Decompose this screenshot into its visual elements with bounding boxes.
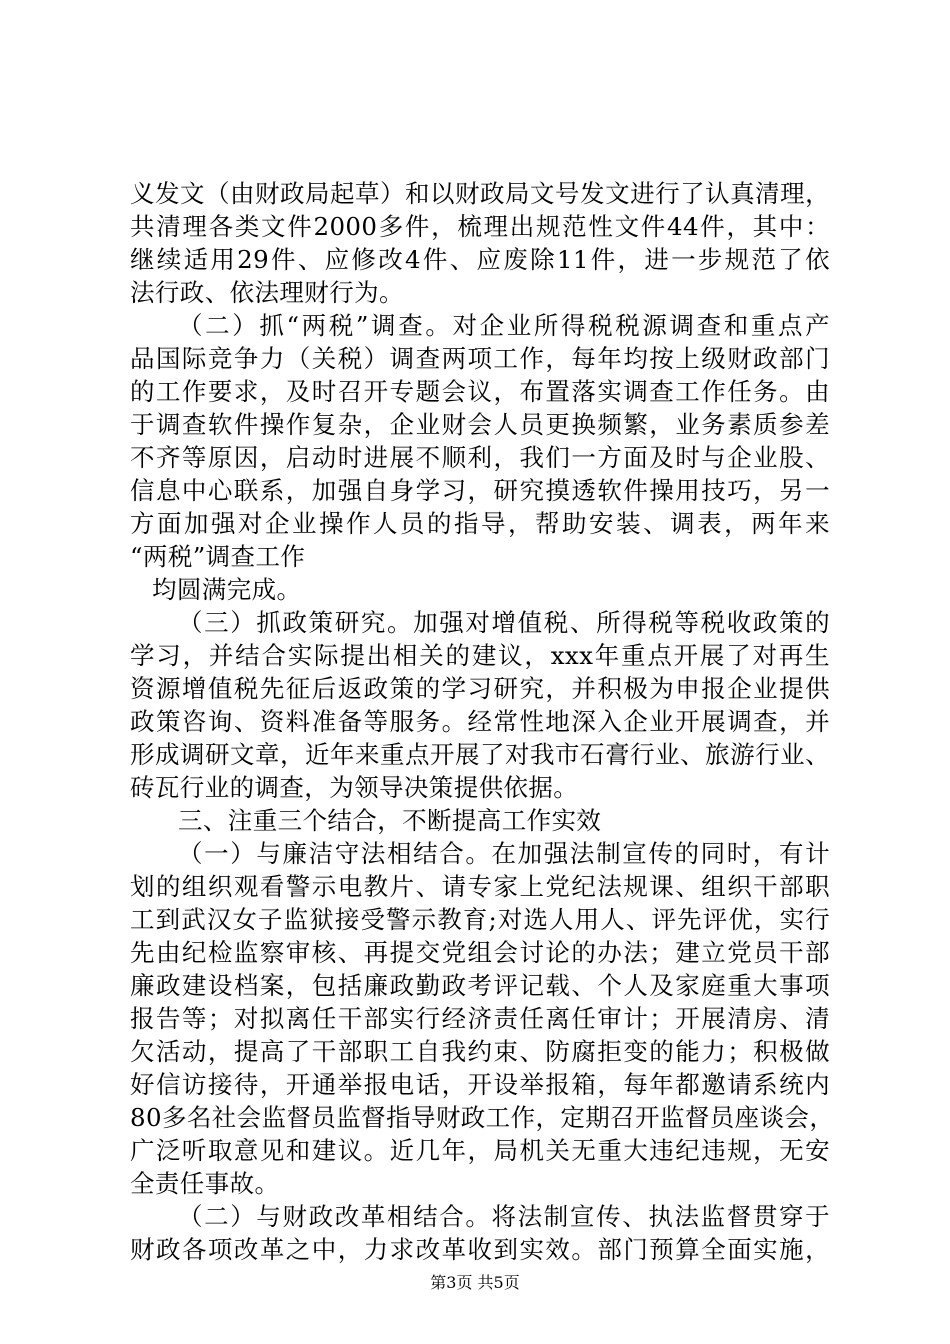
text-line: 廉政建设档案，包括廉政勤政考评记载、个人及家庭重大事项 [130, 971, 830, 1000]
text-line: （一）与廉洁守法相结合。在加强法制宣传的同时，有计 [178, 839, 830, 868]
text-line: 品国际竞争力（关税）调查两项工作，每年均按上级财政部门 [130, 344, 830, 373]
text-line: （三）抓政策研究。加强对增值税、所得税等税收政策的 [178, 608, 830, 637]
text-line: 砖瓦行业的调查，为领导决策提供依据。 [130, 773, 579, 802]
text-line: 广泛听取意见和建议。近几年，局机关无重大违纪违规，无安 [130, 1136, 830, 1165]
text-line: 不齐等原因，启动时进展不顺利，我们一方面及时与企业股、 [130, 443, 830, 472]
text-line: 均圆满完成。 [152, 575, 302, 604]
text-line: 形成调研文章，近年来重点开展了对我市石膏行业、旅游行业、 [130, 740, 830, 769]
text-line: 80多名社会监督员监督指导财政工作，定期召开监督员座谈会， [130, 1103, 835, 1132]
text-line: 报告等；对拟离任干部实行经济责任离任审计；开展清房、清 [130, 1004, 830, 1033]
text-line: 先由纪检监察审核、再提交党组会讨论的办法；建立党员干部 [130, 938, 830, 967]
text-line: 好信访接待，开通举报电话，开设举报箱，每年都邀请系统内 [130, 1070, 830, 1099]
text-line: 义发文（由财政局起草）和以财政局文号发文进行了认真清理， [130, 179, 830, 208]
text-line: （二）抓“两税”调查。对企业所得税税源调查和重点产 [178, 311, 830, 340]
text-line: （二）与财政改革相结合。将法制宣传、执法监督贯穿于 [178, 1202, 830, 1231]
text-line: 的工作要求，及时召开专题会议，布置落实调查工作任务。由 [130, 377, 830, 406]
text-line: 欠活动，提高了干部职工自我约束、防腐拒变的能力；积极做 [130, 1037, 830, 1066]
text-line: 方面加强对企业操作人员的指导，帮助安装、调表，两年来 [130, 509, 830, 538]
text-line: “两税”调查工作 [130, 542, 306, 571]
text-line: 财政各项改革之中，力求改革收到实效。部门预算全面实施， [130, 1235, 830, 1264]
text-line: 划的组织观看警示电教片、请专家上党纪法规课、组织干部职 [130, 872, 830, 901]
text-line: 法行政、依法理财行为。 [130, 278, 404, 307]
text-line: 学习，并结合实际提出相关的建议，xxx年重点开展了对再生 [130, 641, 830, 670]
text-line: 工到武汉女子监狱接受警示教育;对选人用人、评先评优，实行 [130, 905, 830, 934]
text-line: 继续适用29件、应修改4件、应废除11件，进一步规范了依 [130, 245, 830, 274]
text-line: 全责任事故。 [130, 1169, 280, 1198]
text-line: 政策咨询、资料准备等服务。经常性地深入企业开展调查，并 [130, 707, 830, 736]
text-line: 于调查软件操作复杂，企业财会人员更换频繁，业务素质参差 [130, 410, 830, 439]
section-heading: 三、注重三个结合，不断提高工作实效 [178, 806, 602, 835]
text-line: 共清理各类文件2000多件，梳理出规范性文件44件，其中： [130, 212, 830, 241]
text-line: 资源增值税先征后返政策的学习研究，并积极为申报企业提供 [130, 674, 830, 703]
text-line: 信息中心联系，加强自身学习，研究摸透软件操用技巧，另一 [130, 476, 830, 505]
page-footer: 第3页 共5页 [430, 1273, 520, 1292]
